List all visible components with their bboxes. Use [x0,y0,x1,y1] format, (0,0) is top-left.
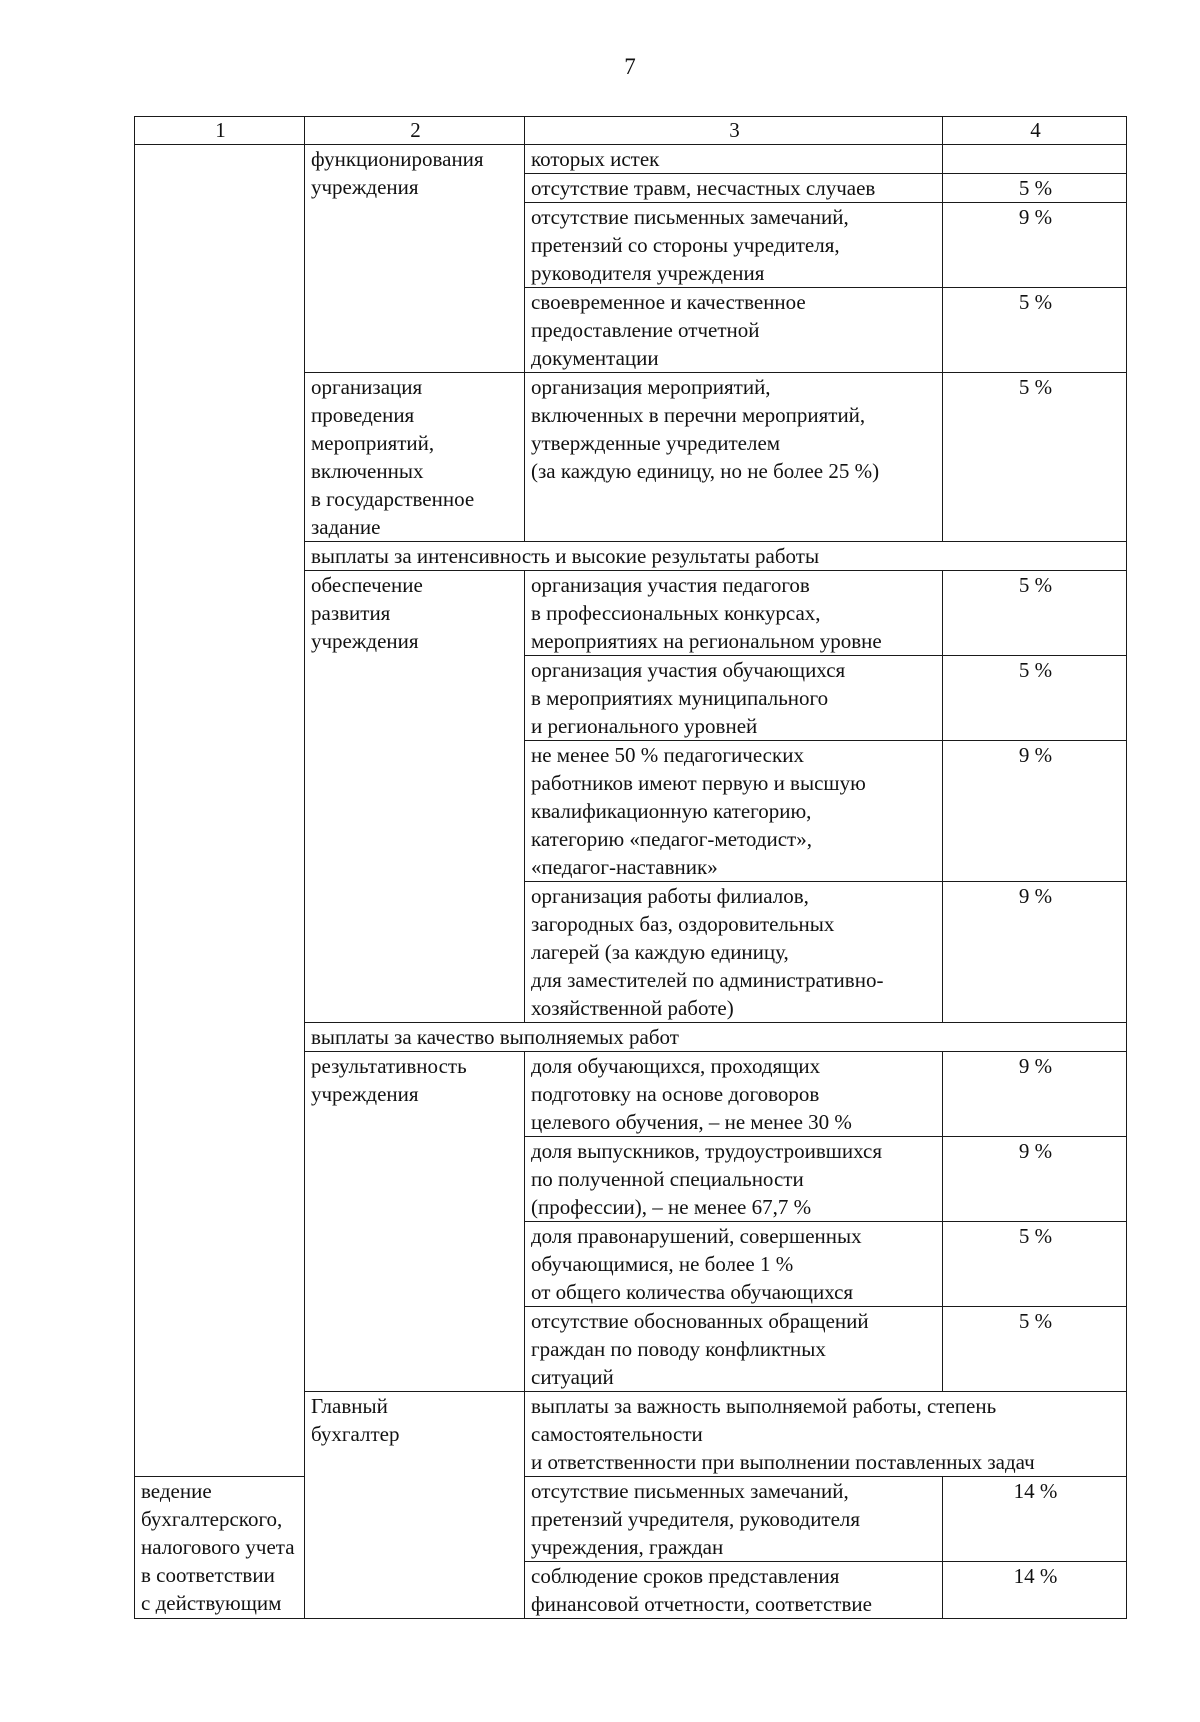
criterion-cell: доля выпускников, трудоустроившихся по полученной специальности (профессии), – не менее 67,7 % [525,1137,943,1222]
section-heading: выплаты за важность выполняемой работы, степень самостоятельности и ответственности при выполнении поставленных задач [525,1392,1127,1477]
page-number: 7 [624,54,636,79]
payment-size-cell: 14 % [943,1477,1127,1562]
criterion-cell: соблюдение сроков представления финансовой отчетности, соответствие [525,1562,943,1619]
payment-size-cell: 5 % [943,288,1127,373]
column-number-2: 2 [305,117,525,145]
section-heading: выплаты за качество выполняемых работ [305,1023,1127,1052]
criterion-cell: не менее 50 % педагогических работников имеют первую и высшую квалификационную категорию, категорию «педагог-методист», «педагог-наставник» [525,741,943,882]
criterion-cell: отсутствие письменных замечаний, претензий учредителя, руководителя учреждения, граждан [525,1477,943,1562]
criterion-cell: доля обучающихся, проходящих подготовку на основе договоров целевого обучения, – не менее 30 % [525,1052,943,1137]
criterion-cell: отсутствие обоснованных обращений граждан по поводу конфликтных ситуаций [525,1307,943,1392]
criterion-cell: отсутствие травм, несчастных случаев [525,174,943,203]
indicator-cell: ведение бухгалтерского, налогового учета в соответствии с действующим [135,1477,305,1619]
criterion-cell: отсутствие письменных замечаний, претензий со стороны учредителя, руководителя учреждения [525,203,943,288]
indicator-cell: обеспечение развития учреждения [305,571,525,1023]
criterion-cell: организация работы филиалов, загородных баз, оздоровительных лагерей (за каждую единицу, для заместителей по административно- хозяйственной работе) [525,882,943,1023]
indicator-cell: результативность учреждения [305,1052,525,1392]
criterion-cell: доля правонарушений, совершенных обучающимися, не более 1 % от общего количества обучающихся [525,1222,943,1307]
criterion-cell: своевременное и качественное предоставление отчетной документации [525,288,943,373]
payment-size-cell: 5 % [943,1222,1127,1307]
payment-size-cell: 14 % [943,1562,1127,1619]
table-row [135,145,1127,174]
column-number-1: 1 [135,117,305,145]
payment-size-cell: 5 % [943,571,1127,656]
payment-size-cell: 9 % [943,882,1127,1023]
payment-size-cell: 9 % [943,1052,1127,1137]
payment-size-cell: 5 % [943,656,1127,741]
position-cell: Главный бухгалтер [305,1392,525,1619]
table-row [135,1477,1127,1562]
payment-size-cell: 5 % [943,1307,1127,1392]
criteria-table [134,116,1127,1619]
indicator-cell: функционирования учреждения [305,145,525,373]
column-number-4: 4 [943,117,1127,145]
payment-size-cell [943,145,1127,174]
payment-size-cell: 9 % [943,203,1127,288]
payment-size-cell: 9 % [943,741,1127,882]
criterion-cell: которых истек [525,145,943,174]
criterion-cell: организация мероприятий, включенных в перечни мероприятий, утвержденные учредителем (за каждую единицу, но не более 25 %) [525,373,943,542]
position-cell [135,145,305,1477]
payment-size-cell: 5 % [943,373,1127,542]
column-number-3: 3 [525,117,943,145]
criterion-cell: организация участия обучающихся в мероприятиях муниципального и регионального уровней [525,656,943,741]
table-header-row [135,117,1127,145]
section-heading: выплаты за интенсивность и высокие результаты работы [305,542,1127,571]
payment-size-cell: 9 % [943,1137,1127,1222]
payment-size-cell: 5 % [943,174,1127,203]
criterion-cell: организация участия педагогов в профессиональных конкурсах, мероприятиях на региональном уровне [525,571,943,656]
indicator-cell: организация проведения мероприятий, включенных в государственное задание [305,373,525,542]
